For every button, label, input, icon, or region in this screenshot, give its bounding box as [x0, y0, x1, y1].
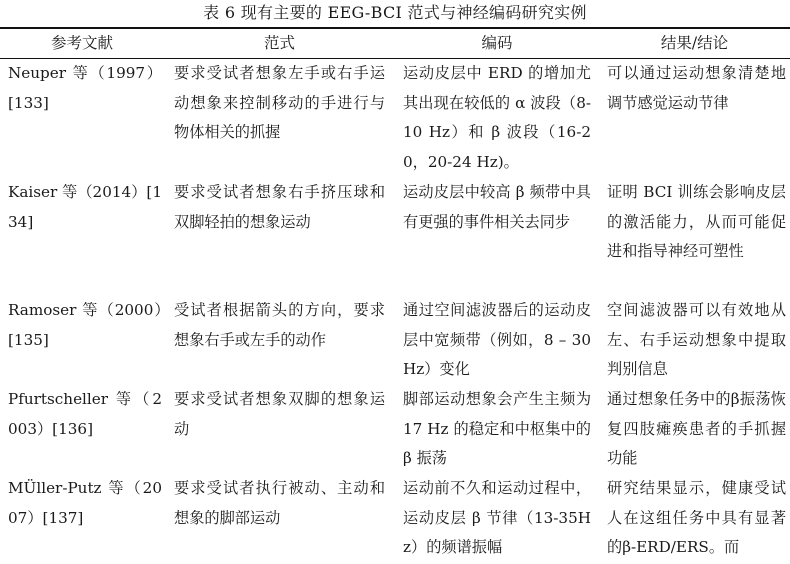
table-row [0, 178, 790, 296]
cell-coding: 运动前不久和运动过程中，运动皮层 β 节律（13-35Hz）的频谱振幅 [403, 479, 591, 556]
cell-result: 证明 BCI 训练会影响皮层的激活能力，从而可能促进和指导神经可塑性 [607, 183, 786, 260]
cell-reference: Pfurtscheller 等（2003）[136] [8, 390, 162, 438]
cell-paradigm: 要求受试者想象左手或右手运动想象来控制移动的手进行与物体相关的抓握 [174, 64, 385, 141]
cell-result: 可以通过运动想象清楚地调节感觉运动节律 [607, 64, 786, 112]
cell-coding: 运动皮层中较高 β 频带中具有更强的事件相关去同步 [403, 183, 591, 231]
cell-result: 空间滤波器可以有效地从左、右手运动想象中提取判别信息 [607, 301, 786, 378]
header-coding: 编码 [481, 34, 513, 52]
cell-result: 研究结果显示，健康受试人在这组任务中具有显著的β-ERD/ERS。而 [607, 479, 786, 556]
table-caption: 表 6 现有主要的 EEG-BCI 范式与神经编码研究实例 [203, 3, 587, 22]
cell-coding: 运动皮层中 ERD 的增加尤其出现在较低的 α 波段（8-10 Hz）和 β 波段（16-20，20-24 Hz)。 [403, 64, 591, 171]
table-row [0, 296, 790, 385]
table-row [0, 474, 790, 564]
header-reference: 参考文献 [50, 34, 113, 52]
table-row [0, 58, 790, 178]
cell-paradigm: 受试者根据箭头的方向，要求想象右手或左手的动作 [174, 301, 385, 349]
table-row [0, 385, 790, 474]
paradigm-table [0, 29, 790, 564]
cell-result: 通过想象任务中的β振荡恢复四肢瘫痪患者的手抓握功能 [607, 390, 786, 467]
header-paradigm: 范式 [263, 34, 295, 52]
cell-reference: Neuper 等（1997）[133] [8, 64, 162, 112]
header-result: 结果/结论 [660, 34, 729, 52]
cell-paradigm: 要求受试者执行被动、主动和想象的脚部运动 [174, 479, 385, 527]
cell-reference: Kaiser 等（2014）[134] [8, 183, 162, 231]
cell-paradigm: 要求受试者想象右手挤压球和双脚轻拍的想象运动 [174, 183, 385, 231]
cell-reference: MÜller-Putz 等（2007）[137] [8, 479, 162, 527]
cell-paradigm: 要求受试者想象双脚的想象运动 [174, 390, 385, 438]
cell-coding: 脚部运动想象会产生主频为 17 Hz 的稳定和中枢集中的 β 振荡 [403, 390, 591, 467]
cell-coding: 通过空间滤波器后的运动皮层中宽频带（例如，8 – 30 Hz）变化 [403, 301, 591, 378]
table-header-row [0, 29, 790, 58]
cell-reference: Ramoser 等（2000）[135] [8, 301, 162, 349]
